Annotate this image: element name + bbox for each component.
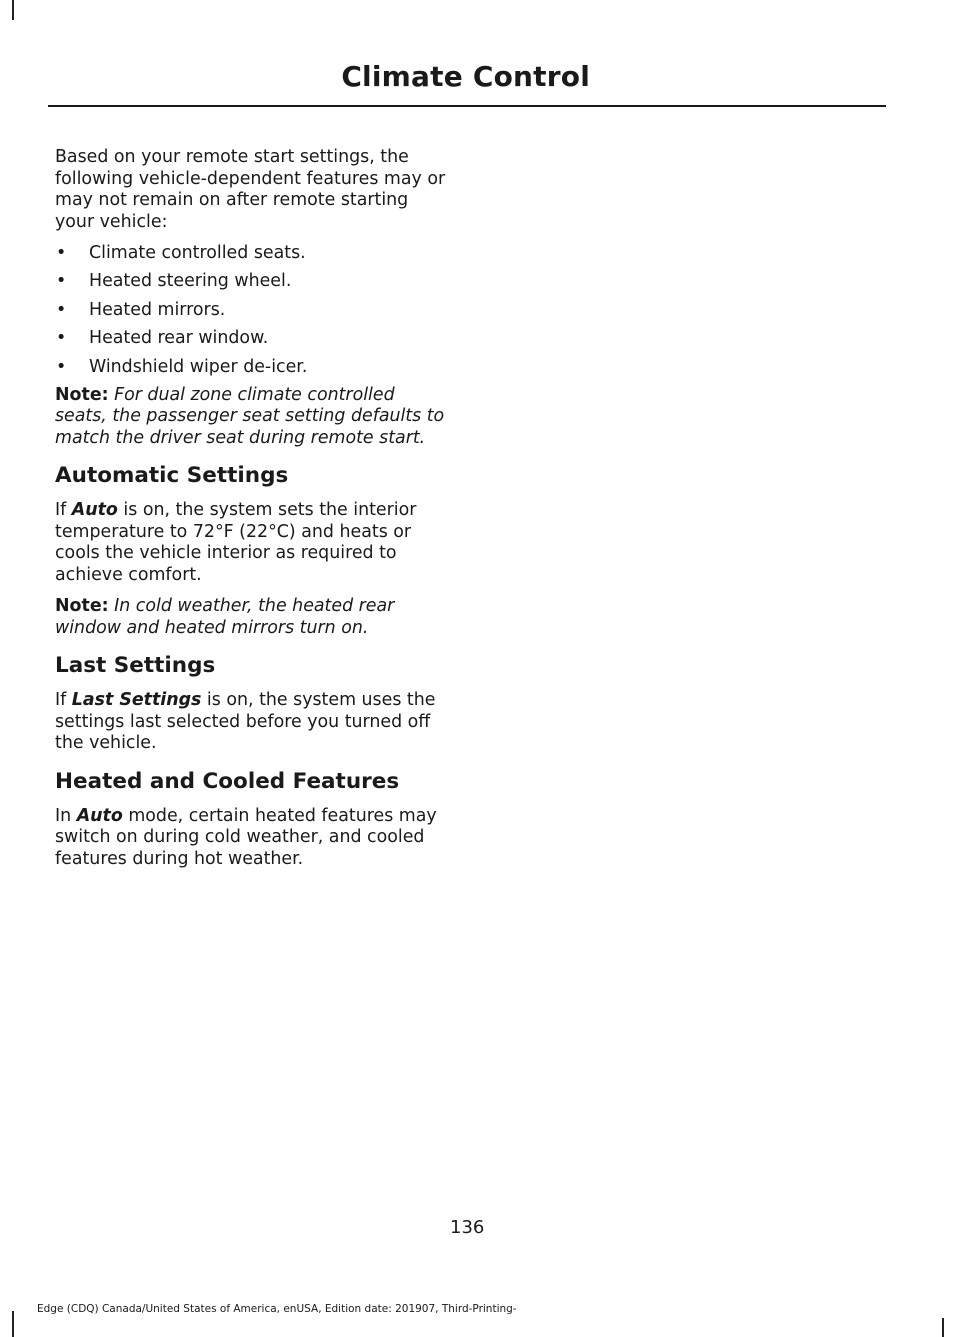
crop-mark-top-left — [12, 0, 14, 20]
note-label: Note: — [55, 596, 109, 617]
list-item: • Heated rear window. — [56, 328, 269, 349]
bullet-icon: • — [56, 328, 67, 349]
term-last-settings: Last Settings — [71, 690, 202, 711]
heading-last-settings: Last Settings — [55, 653, 216, 679]
bullet-icon: • — [56, 299, 67, 320]
page-number: 136 — [450, 1217, 485, 1238]
heading-heated-cooled-features: Heated and Cooled Features — [55, 768, 400, 794]
list-item: • Climate controlled seats. — [56, 243, 306, 263]
note-label: Note: — [55, 384, 109, 405]
automatic-paragraph: If Auto is on, the system sets the interior temperature to 72°F (22°C) and heats or cools the vehicle interior as required to achieve comfort. — [55, 500, 417, 585]
page-title: Climate Control — [341, 60, 590, 93]
list-item: • Heated mirrors. — [56, 299, 226, 320]
bullet-icon: • — [56, 243, 67, 263]
list-item: • Windshield wiper de-icer. — [56, 356, 308, 377]
crop-mark-bottom-right — [942, 1318, 944, 1337]
term-auto: Auto — [76, 805, 123, 826]
bullet-icon: • — [56, 356, 67, 377]
crop-mark-bottom-left — [12, 1311, 14, 1337]
heated-cooled-paragraph: In Auto mode, certain heated features may switch on during cold weather, and cooled features during hot weather. — [55, 805, 437, 869]
note-text: For dual zone climate controlled seats, the passenger seat setting defaults to match the driver seat during remote start. — [55, 384, 445, 448]
last-settings-paragraph: If Last Settings is on, the system uses the settings last selected before you turned off the vehicle. — [55, 690, 436, 754]
note-text: In cold weather, the heated rear window and heated mirrors turn on. — [55, 596, 395, 638]
footer-edition-info: Edge (CDQ) Canada/United States of America, enUSA, Edition date: 201907, Third-Printing- — [37, 1303, 517, 1315]
feature-list — [55, 243, 450, 378]
term-auto: Auto — [71, 500, 118, 521]
header-divider — [48, 105, 886, 107]
bullet-icon: • — [56, 271, 67, 292]
list-item: • Heated steering wheel. — [56, 271, 292, 292]
heading-automatic-settings: Automatic Settings — [55, 463, 289, 489]
note-remote-start — [55, 385, 450, 450]
note-cold-weather — [55, 596, 450, 639]
content-column — [55, 147, 450, 880]
intro-paragraph: Based on your remote start settings, the following vehicle-dependent features may or may not remain on after remote starting your vehicle: — [55, 147, 446, 232]
